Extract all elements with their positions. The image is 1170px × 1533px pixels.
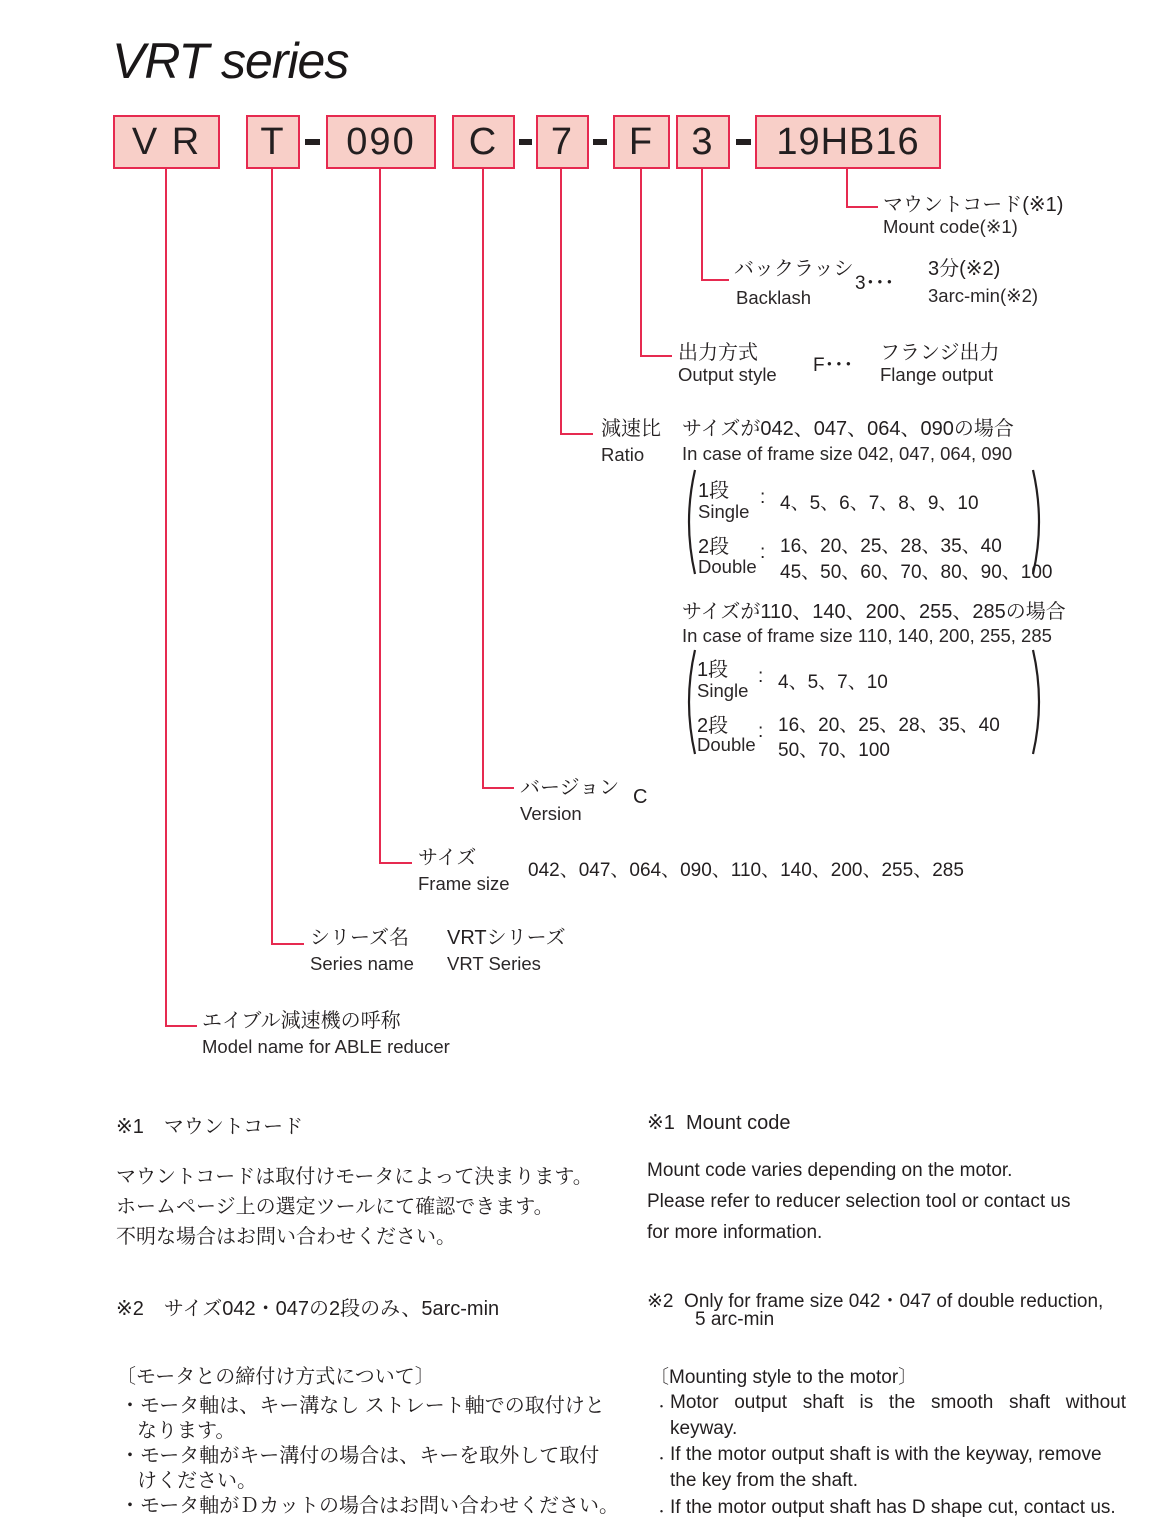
backlash-code: 3･･･ bbox=[855, 273, 895, 294]
mount-code-label-jp: マウントコード(※1) bbox=[883, 194, 1064, 216]
note1-line-en: Mount code varies depending on the motor. bbox=[647, 1160, 1013, 1181]
version-label-en: Version bbox=[520, 803, 582, 824]
ratio-case2-double-jp: 2段 bbox=[697, 715, 729, 737]
ratio-case1-double-values-2: 45、50、60、70、80、90、100 bbox=[780, 562, 1053, 583]
connector-line bbox=[165, 1025, 197, 1027]
ratio-case1-double-jp: 2段 bbox=[698, 536, 730, 558]
connector-line bbox=[165, 169, 167, 1027]
mounting-bullet-en-cont: keyway. bbox=[670, 1418, 738, 1439]
mounting-bullet-jp-cont: けください。 bbox=[137, 1470, 257, 1492]
connector-line bbox=[640, 355, 672, 357]
mounting-bullet-en: Motor output shaft is the smooth shaft without bbox=[670, 1392, 1126, 1413]
model-code-box-t: T bbox=[246, 115, 300, 169]
connector-line bbox=[482, 787, 514, 789]
mounting-bullet-jp: ・モータ軸は、キー溝なし ストレート軸での取付けと bbox=[120, 1395, 605, 1417]
ratio-label-jp: 減速比 bbox=[601, 418, 661, 440]
note1-line: マウントコードは取付けモータによって決まります。 bbox=[116, 1166, 593, 1188]
ratio-case1-single-en: Single bbox=[698, 501, 750, 522]
model-code-dash bbox=[305, 139, 320, 145]
paren-left-icon bbox=[680, 468, 698, 576]
note1-line: ホームページ上の選定ツールにて確認できます。 bbox=[116, 1196, 554, 1218]
model-name-label-jp: エイブル減速機の呼称 bbox=[202, 1010, 401, 1032]
model-code-box-vr: V R bbox=[113, 115, 220, 169]
connector-line bbox=[701, 169, 703, 281]
series-name-label-jp: シリーズ名 bbox=[310, 927, 409, 949]
backlash-label-en: Backlash bbox=[736, 287, 812, 308]
model-code-box-size: 090 bbox=[326, 115, 436, 169]
colon: : bbox=[758, 666, 764, 687]
connector-line bbox=[846, 206, 878, 208]
model-code-dash bbox=[519, 139, 532, 145]
output-style-label-en: Output style bbox=[678, 364, 777, 385]
output-style-value-en: Flange output bbox=[880, 364, 994, 385]
connector-line bbox=[271, 943, 304, 945]
model-code-dash bbox=[736, 139, 751, 145]
version-label-jp: バージョン bbox=[520, 777, 620, 799]
page-title: VRT series bbox=[112, 33, 349, 89]
backlash-value-jp: 3分(※2) bbox=[928, 258, 1001, 280]
note1-heading-jp: ※1 マウントコード bbox=[116, 1116, 304, 1138]
output-style-label-jp: 出力方式 bbox=[678, 342, 758, 364]
connector-line bbox=[271, 169, 273, 945]
connector-line bbox=[560, 169, 562, 435]
bullet-dot: ・ bbox=[655, 1504, 669, 1519]
ratio-label-en: Ratio bbox=[601, 444, 645, 465]
mounting-bullet-en: If the motor output shaft is with the keyway, remove bbox=[670, 1444, 1102, 1465]
model-code-box-ratio: 7 bbox=[536, 115, 589, 169]
ratio-case1-single-jp: 1段 bbox=[698, 480, 730, 502]
ratio-case1-title-jp: サイズが042、047、064、090の場合 bbox=[682, 418, 1014, 440]
model-code-box-backlash: 3 bbox=[676, 115, 730, 169]
mounting-title-en: 〔Mounting style to the motor〕 bbox=[650, 1367, 918, 1388]
note1-line-en: Please refer to reducer selection tool or contact us bbox=[647, 1191, 1071, 1212]
bullet-dot: ・ bbox=[655, 1451, 669, 1466]
note1-line: 不明な場合はお問い合わせください。 bbox=[116, 1226, 456, 1248]
ratio-case2-single-en: Single bbox=[697, 680, 749, 701]
connector-line bbox=[846, 169, 848, 208]
series-name-label-en: Series name bbox=[310, 953, 414, 974]
ratio-case2-title-en: In case of frame size 110, 140, 200, 255, 285 bbox=[682, 625, 1052, 646]
model-code-dash bbox=[593, 139, 607, 145]
frame-size-label-jp: サイズ bbox=[418, 847, 477, 869]
mounting-bullet-en-cont: the key from the shaft. bbox=[670, 1470, 858, 1491]
mounting-bullet-jp-cont: なります。 bbox=[137, 1420, 236, 1442]
ratio-case1-single-values: 4、5、6、7、8、9、10 bbox=[780, 493, 979, 514]
ratio-case2-double-en: Double bbox=[697, 734, 756, 755]
mounting-bullet-jp: ・モータ軸がＤカットの場合はお問い合わせください。 bbox=[120, 1495, 619, 1517]
bullet-dot: ・ bbox=[655, 1399, 669, 1414]
model-code-box-output: F bbox=[613, 115, 670, 169]
connector-line bbox=[379, 862, 412, 864]
note2-heading-jp: ※2 サイズ042・047の2段のみ、5arc-min bbox=[116, 1298, 500, 1320]
version-value: C bbox=[633, 786, 648, 808]
ratio-case1-double-en: Double bbox=[698, 556, 757, 577]
connector-line bbox=[482, 169, 484, 789]
ratio-case1-title-en: In case of frame size 042, 047, 064, 090 bbox=[682, 443, 1013, 464]
connector-line bbox=[701, 279, 729, 281]
paren-right-icon bbox=[1030, 648, 1048, 756]
note2-heading-en: ※2 Only for frame size 042・047 of double reduction, bbox=[647, 1291, 1104, 1312]
model-code-box-mount: 19HB16 bbox=[755, 115, 941, 169]
backlash-value-en: 3arc-min(※2) bbox=[928, 285, 1039, 306]
ratio-case2-title-jp: サイズが110、140、200、255、285の場合 bbox=[682, 601, 1066, 623]
output-style-value-jp: フランジ出力 bbox=[880, 342, 1000, 364]
colon: : bbox=[758, 721, 764, 742]
ratio-case1-double-values-1: 16、20、25、28、35、40 bbox=[780, 536, 1002, 557]
frame-size-label-en: Frame size bbox=[418, 873, 510, 894]
note2-heading-en-cont: 5 arc-min bbox=[695, 1309, 775, 1330]
model-code-box-version: C bbox=[452, 115, 515, 169]
note1-heading-en: ※1 Mount code bbox=[647, 1112, 791, 1134]
ratio-case2-single-values: 4、5、7、10 bbox=[778, 672, 888, 693]
output-style-code: F･･･ bbox=[813, 355, 854, 376]
frame-size-values: 042、047、064、090、110、140、200、255、285 bbox=[528, 860, 964, 881]
ratio-case2-double-values-1: 16、20、25、28、35、40 bbox=[778, 715, 1000, 736]
colon: : bbox=[760, 487, 766, 508]
series-name-value-en: VRT Series bbox=[447, 953, 541, 974]
connector-line bbox=[560, 433, 593, 435]
colon: : bbox=[760, 542, 766, 563]
mounting-bullet-jp: ・モータ軸がキー溝付の場合は、キーを取外して取付 bbox=[120, 1445, 600, 1467]
mount-code-label-en: Mount code(※1) bbox=[883, 216, 1018, 237]
series-name-value-jp: VRTシリーズ bbox=[447, 927, 566, 949]
note1-line-en: for more information. bbox=[647, 1222, 823, 1243]
ratio-case2-single-jp: 1段 bbox=[697, 659, 729, 681]
connector-line bbox=[379, 169, 381, 864]
paren-left-icon bbox=[680, 648, 698, 756]
ratio-case2-double-values-2: 50、70、100 bbox=[778, 740, 890, 761]
backlash-label-jp: バックラッシ bbox=[734, 258, 854, 280]
mounting-bullet-en: If the motor output shaft has D shape cut, contact us. bbox=[670, 1497, 1116, 1518]
model-name-label-en: Model name for ABLE reducer bbox=[202, 1036, 450, 1057]
connector-line bbox=[640, 169, 642, 357]
mounting-title-jp: 〔モータとの締付け方式について〕 bbox=[116, 1366, 435, 1388]
